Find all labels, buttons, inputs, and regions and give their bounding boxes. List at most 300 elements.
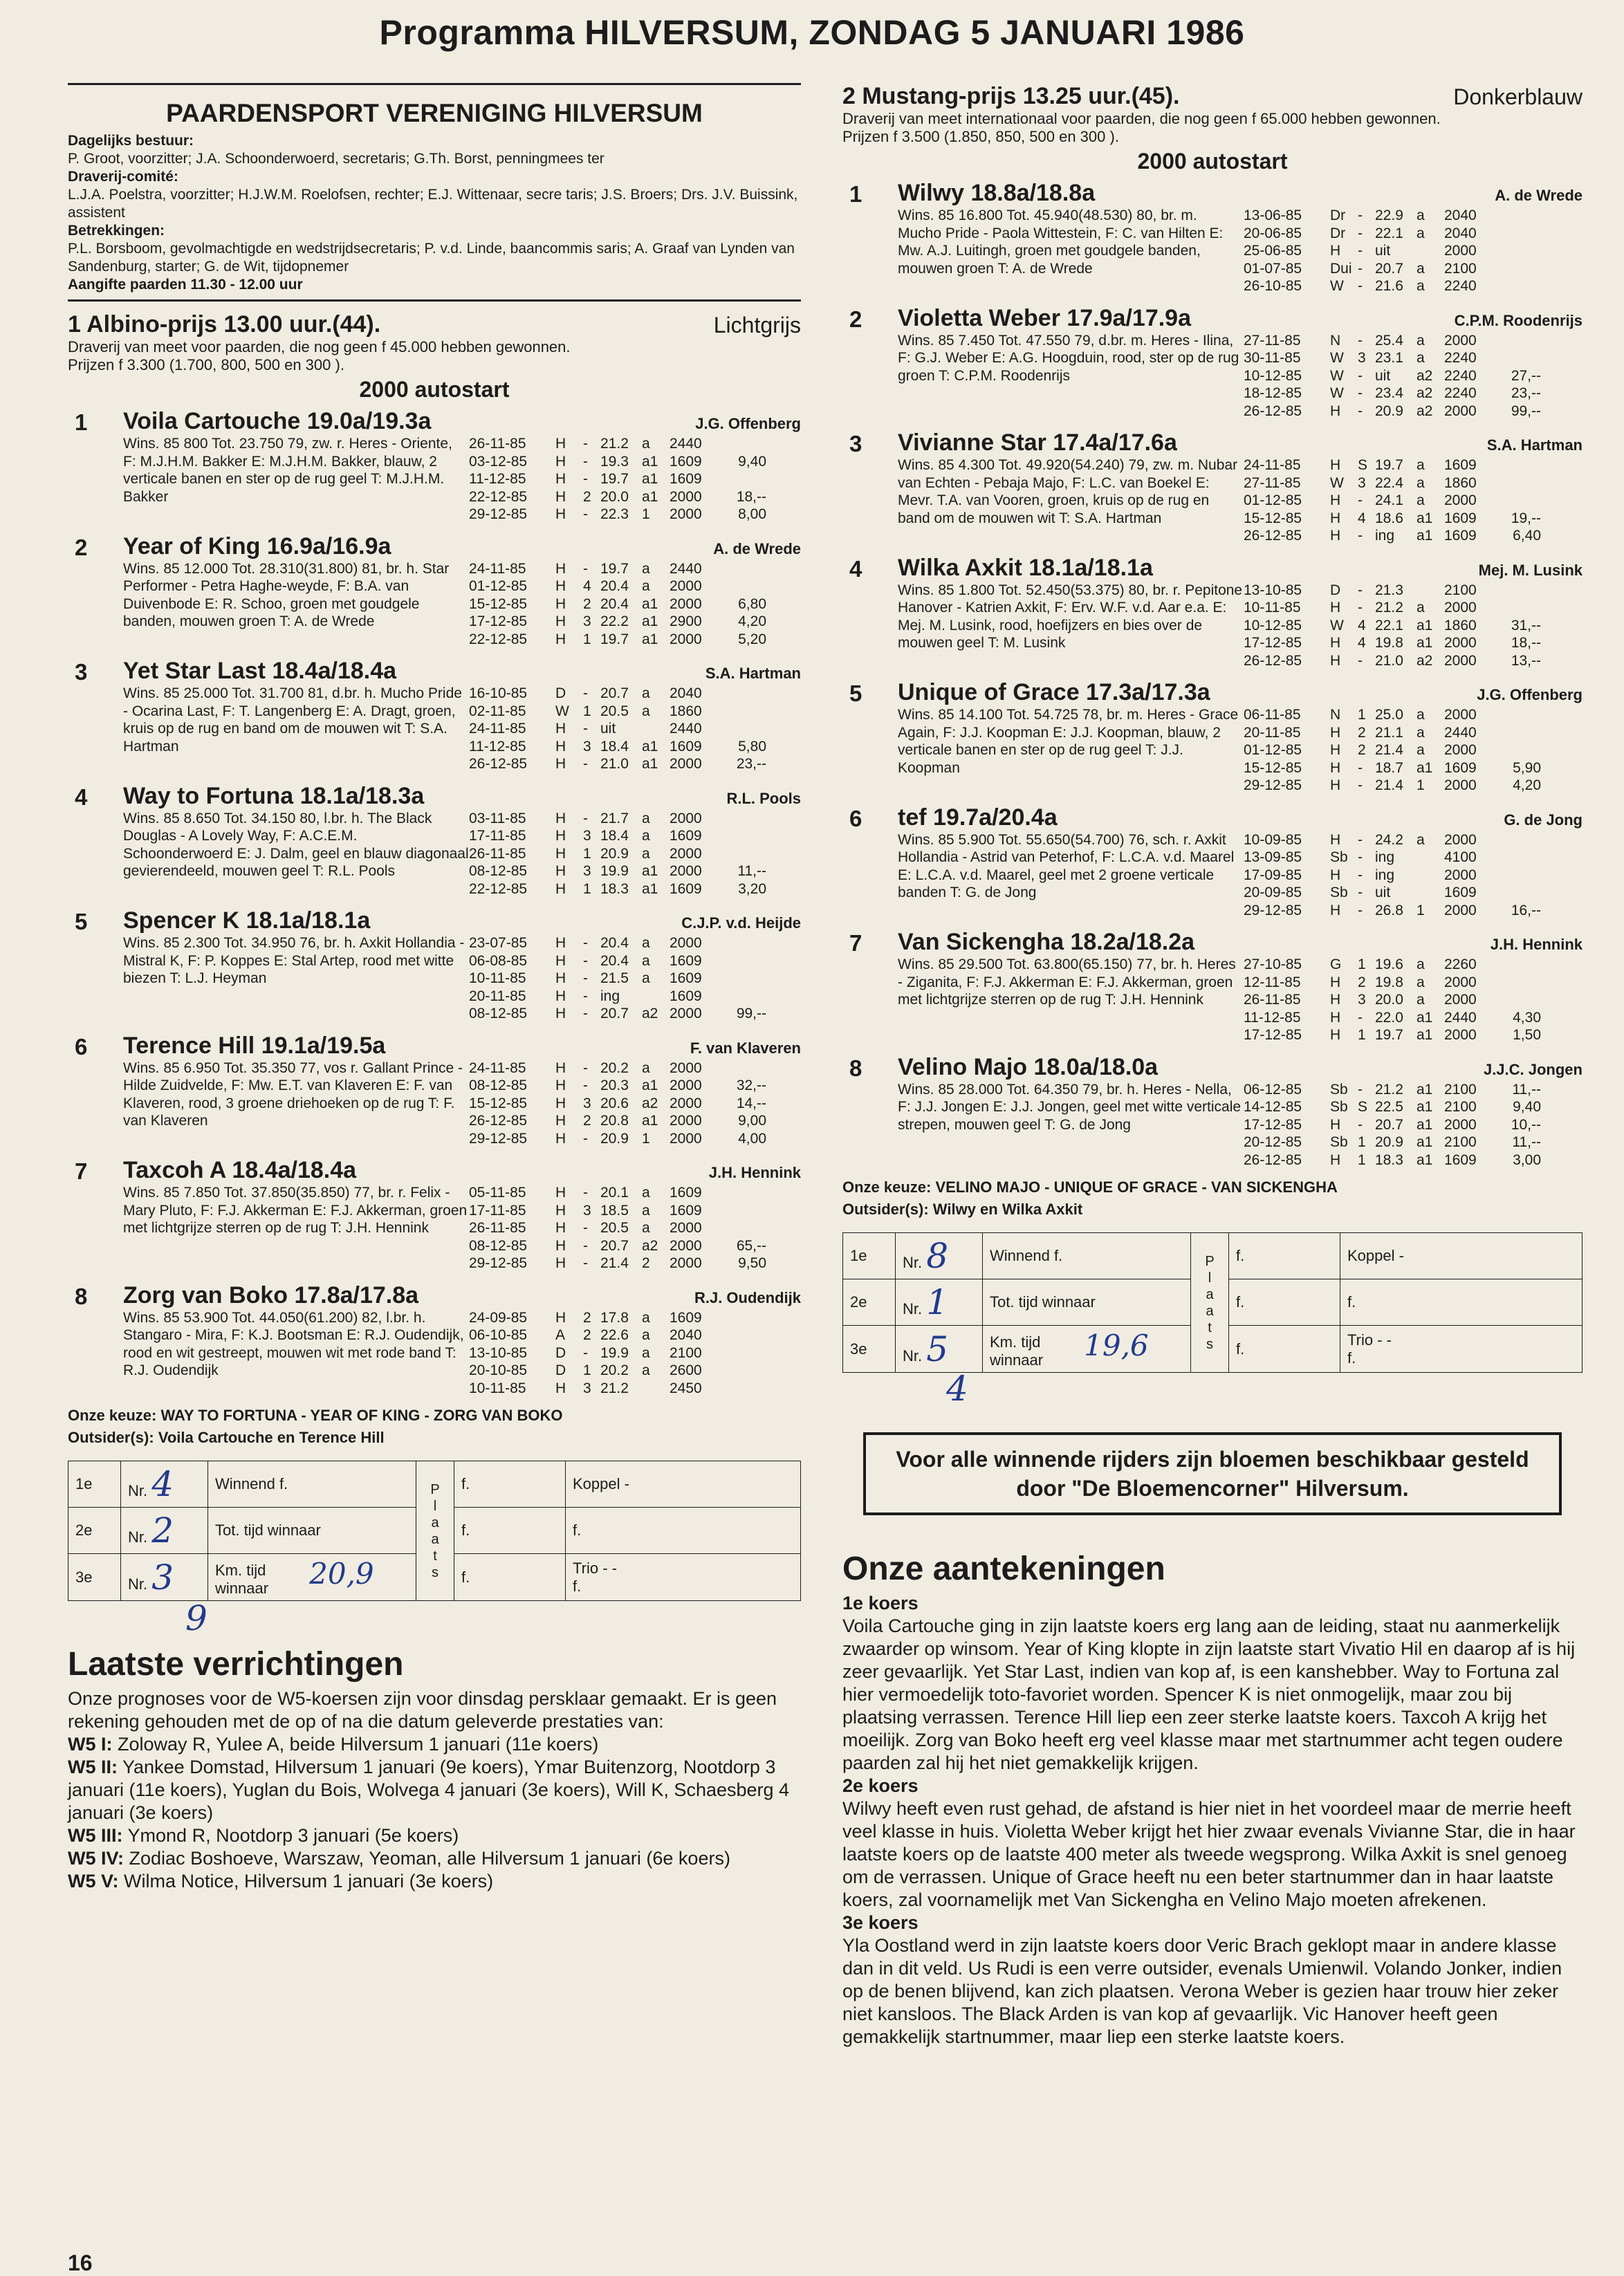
performance-row <box>469 1112 801 1130</box>
performance-cell: 29-12-85 <box>469 506 528 522</box>
trio-f: f. <box>573 1577 582 1595</box>
performance-row <box>469 453 801 471</box>
performance-cell: 3 <box>583 1380 591 1396</box>
performance-cell: 32,-- <box>736 1077 766 1093</box>
performance-cell: a <box>1417 600 1425 616</box>
performance-cell: 18-12-85 <box>1244 385 1302 401</box>
performance-cell: - <box>583 560 588 577</box>
performance-list <box>469 560 801 649</box>
performance-cell: H <box>1330 992 1341 1008</box>
performance-cell: a <box>642 578 650 594</box>
performance-cell: a2 <box>642 1237 658 1254</box>
latest-item-label: W5 I: <box>68 1734 113 1755</box>
performance-cell: 4 <box>583 578 591 594</box>
horse-header <box>898 804 1583 831</box>
performance-cell: D <box>555 1344 566 1361</box>
performance-cell: - <box>1358 849 1363 865</box>
performance-list <box>1244 456 1583 545</box>
performance-cell: - <box>1358 492 1363 508</box>
performance-cell: 18.3 <box>1375 1151 1403 1168</box>
performance-cell: 2000 <box>1444 831 1477 848</box>
performance-cell <box>1417 849 1444 867</box>
performance-cell: 1609 <box>670 828 702 844</box>
performance-cell <box>1491 260 1541 278</box>
performance-cell: 10-12-85 <box>1244 617 1302 633</box>
koppel-cell <box>566 1461 801 1508</box>
performance-row <box>1244 974 1583 992</box>
dash: - <box>602 1559 608 1577</box>
performance-cell: 1609 <box>670 471 702 487</box>
koppel-label: Koppel <box>573 1475 620 1492</box>
performance-cell: 21.1 <box>1375 724 1403 741</box>
result-nr <box>121 1554 208 1601</box>
performance-cell: a <box>642 970 650 986</box>
horse-driver: R.J. Oudendijk <box>694 1288 801 1306</box>
performance-cell: 20.0 <box>600 488 629 505</box>
performance-cell: - <box>1358 385 1363 401</box>
horse-description: Wins. 85 25.000 Tot. 31.700 81, d.br. h. Mucho Pride - Ocarina Last, F: T. Langenberg E: A. Dragt, groen, kruis op de rug en band om de mouwen wit T: S.A. Hartman <box>123 685 462 755</box>
performance-cell: 27-10-85 <box>1244 956 1302 972</box>
right-column <box>842 83 1583 2048</box>
performance-cell: a <box>642 1220 650 1236</box>
performance-cell: a1 <box>1417 1027 1433 1043</box>
result-label-time <box>983 1326 1191 1373</box>
horse-details <box>898 679 1583 795</box>
performance-cell: - <box>583 506 588 522</box>
latest-item-text: Wilma Notice, Hilversum 1 januari (3e koers) <box>124 1871 494 1892</box>
performance-cell: a1 <box>642 880 658 897</box>
result-place: 3e <box>68 1554 121 1601</box>
time-label: Km. tijd winnaar <box>990 1333 1044 1369</box>
performance-cell: N <box>1330 332 1341 349</box>
performance-cell <box>1491 207 1541 225</box>
performance-row <box>1244 599 1583 617</box>
performance-cell <box>717 952 766 970</box>
performance-row <box>469 613 801 631</box>
performance-cell <box>642 988 670 1006</box>
performance-row <box>469 685 801 703</box>
performance-cell: 1 <box>583 845 591 862</box>
horse-body <box>898 207 1583 295</box>
performance-cell: a <box>1417 956 1425 972</box>
horse-description: Wins. 85 53.900 Tot. 44.050(61.200) 82, l.br. h. Stangaro - Mira, F: K.J. Bootsman E: R.J. Oudendijk, rood en wit gestreept, mouwen wit met rode band T: R.J. Oudendijk <box>123 1309 464 1378</box>
performance-cell: 14,-- <box>736 1095 766 1111</box>
performance-row <box>1244 403 1583 420</box>
performance-cell: 1 <box>642 1130 650 1147</box>
performance-cell <box>717 1219 766 1237</box>
horse-driver: G. de Jong <box>1504 811 1583 829</box>
performance-cell: a <box>642 952 650 969</box>
performance-cell: 11,-- <box>1512 1134 1541 1150</box>
performance-cell: 2240 <box>1444 385 1477 401</box>
performance-cell: 2000 <box>1444 992 1477 1008</box>
race1-result-table <box>68 1461 801 1601</box>
performance-cell: 25.0 <box>1375 707 1403 723</box>
performance-cell: - <box>1358 225 1363 241</box>
performance-cell: 3 <box>583 863 591 879</box>
performance-row <box>469 506 801 524</box>
performance-cell: - <box>1358 600 1363 616</box>
performance-cell: 2000 <box>670 1095 702 1111</box>
performance-row <box>1244 1026 1583 1044</box>
performance-cell: 24.2 <box>1375 831 1403 848</box>
performance-cell <box>1417 884 1444 902</box>
performance-cell: 23,-- <box>736 756 766 772</box>
performance-cell <box>717 577 766 595</box>
performance-cell: 9,50 <box>738 1255 766 1271</box>
performance-cell: 23.4 <box>1375 385 1403 401</box>
performance-cell: Dui <box>1330 260 1352 277</box>
performance-cell: 1 <box>583 631 591 647</box>
performance-list <box>1244 831 1583 920</box>
performance-cell: W <box>1330 385 1344 401</box>
performance-cell: 2100 <box>670 1344 702 1361</box>
performance-cell: 2 <box>642 1255 650 1271</box>
performance-cell: a1 <box>642 488 658 505</box>
horse-header <box>898 555 1583 582</box>
performance-cell: H <box>555 488 566 505</box>
performance-cell: 26-11-85 <box>1244 992 1301 1008</box>
performance-cell: 19.7 <box>1375 457 1403 473</box>
performance-row <box>469 845 801 863</box>
horse-description: Wins. 85 4.300 Tot. 49.920(54.240) 79, zw. m. Nubar van Echten - Pebaja Majo, F: L.C. van Boekel E: Mevr. T.A. van Vooren, groen, kruis op de rug en band om de mouwen wit T: S.A. Hartman <box>898 457 1238 526</box>
result-place: 2e <box>68 1508 121 1554</box>
performance-cell: 20.7 <box>600 685 629 701</box>
performance-cell: 2000 <box>1444 652 1477 669</box>
performance-cell: a2 <box>642 1006 658 1021</box>
race1-start: 2000 autostart <box>359 377 510 402</box>
result-nr <box>121 1508 208 1554</box>
performance-cell: 1 <box>1358 956 1366 972</box>
performance-cell: 1609 <box>670 1185 702 1201</box>
trio-cell <box>566 1554 801 1601</box>
performance-cell: a <box>642 1309 650 1326</box>
performance-cell: 21.4 <box>1375 777 1403 793</box>
result-f: f. <box>454 1554 566 1601</box>
performance-row <box>469 631 801 649</box>
performance-cell: 2100 <box>1444 1081 1477 1098</box>
horse-number: 5 <box>849 681 862 706</box>
performance-cell: 17-12-85 <box>469 613 528 629</box>
performance-cell: 20-11-85 <box>1244 724 1301 741</box>
performance-cell: H <box>555 436 566 452</box>
horse-entry <box>68 1157 801 1273</box>
performance-cell: - <box>1358 403 1363 419</box>
handwritten-number: 1 <box>926 1282 949 1322</box>
performance-row <box>1244 1116 1583 1134</box>
performance-cell: 20-11-85 <box>469 988 526 1004</box>
performance-cell: 3 <box>583 738 591 755</box>
performance-cell: 22.5 <box>1375 1099 1403 1115</box>
result-f: f. <box>1229 1326 1340 1373</box>
performance-cell: a <box>1417 474 1425 491</box>
performance-cell: 2000 <box>670 845 702 862</box>
horse-entry <box>68 1033 801 1148</box>
performance-cell: 05-11-85 <box>469 1185 526 1201</box>
performance-cell: ing <box>1375 867 1395 883</box>
horse-description: Wins. 85 2.300 Tot. 34.950 76, br. h. Axkit Hollandia - Mistral K, F: P. Koppes E: Stal Artep, rood met witte biezen T: L.J. Heyman <box>123 935 465 986</box>
performance-cell: - <box>583 453 588 470</box>
horse-number: 4 <box>849 555 862 582</box>
performance-cell: - <box>583 1255 588 1271</box>
performance-cell: 2000 <box>670 1006 702 1021</box>
performance-cell: 2000 <box>670 1130 702 1147</box>
performance-cell: - <box>1358 831 1363 848</box>
latest-item <box>68 1870 801 1893</box>
performance-cell <box>1491 991 1541 1009</box>
performance-cell: Sb <box>1330 1099 1348 1115</box>
performance-row <box>1244 634 1583 652</box>
handwritten-time: 19,6 <box>1084 1329 1149 1362</box>
performance-cell: a <box>1417 831 1425 848</box>
performance-cell: H <box>1330 867 1341 883</box>
performance-cell <box>717 845 766 863</box>
performance-cell: 20.9 <box>600 845 629 862</box>
performance-cell: 20-06-85 <box>1244 225 1302 241</box>
performance-cell: H <box>1330 528 1341 544</box>
race2-prizes: Prijzen f 3.500 (1.850, 850, 500 en 300 ). <box>842 128 1119 145</box>
performance-cell <box>717 1344 766 1362</box>
performance-cell: a1 <box>642 738 658 755</box>
performance-cell: H <box>1330 1009 1341 1026</box>
performance-cell <box>717 1309 766 1327</box>
assoc-footer: Aangifte paarden 11.30 - 12.00 uur <box>68 277 303 293</box>
horse-body <box>898 332 1583 420</box>
performance-cell: 17-12-85 <box>1244 1116 1302 1133</box>
horse-header <box>123 907 801 934</box>
performance-cell: 15-12-85 <box>1244 759 1302 776</box>
performance-cell <box>717 470 766 488</box>
performance-row <box>469 720 801 738</box>
performance-cell: - <box>1358 332 1363 349</box>
performance-cell: - <box>1358 278 1363 294</box>
performance-cell: 11-12-85 <box>469 471 526 487</box>
horse-number: 2 <box>75 534 88 560</box>
performance-cell <box>717 1326 766 1344</box>
time-label: Km. tijd winnaar <box>215 1562 269 1598</box>
handwritten-extra: 4 <box>946 1369 968 1409</box>
horse-name: Spencer K 18.1a/18.1a <box>123 907 371 934</box>
performance-cell: a <box>642 810 650 826</box>
performance-cell: 2100 <box>1444 582 1477 598</box>
performance-row <box>1244 1081 1583 1099</box>
performance-row <box>469 1005 801 1023</box>
handwritten-number: 5 <box>926 1329 949 1369</box>
performance-cell: 11,-- <box>737 863 766 879</box>
performance-cell: - <box>1358 777 1363 793</box>
performance-cell: 1609 <box>1444 1151 1477 1168</box>
performance-cell: a <box>1417 225 1425 241</box>
performance-cell: 19.9 <box>600 1344 629 1361</box>
performance-cell: 2000 <box>670 810 702 826</box>
horse-name: Terence Hill 19.1a/19.5a <box>123 1032 386 1059</box>
performance-cell: 2000 <box>670 1255 702 1271</box>
performance-row <box>469 435 801 453</box>
performance-cell: 1 <box>1358 707 1366 723</box>
performance-cell: 22.1 <box>1375 225 1403 241</box>
performance-cell: 2100 <box>1444 1134 1477 1150</box>
performance-cell: 21.6 <box>1375 278 1403 294</box>
performance-cell: a1 <box>1417 759 1433 776</box>
performance-cell <box>717 720 766 738</box>
race2-choice: Onze keuze: VELINO MAJO - UNIQUE OF GRACE - VAN SICKENGHA <box>842 1178 1338 1196</box>
horse-header <box>898 429 1583 456</box>
performance-cell: 21.4 <box>600 1255 629 1271</box>
performance-row <box>469 755 801 773</box>
performance-cell: 24-11-85 <box>469 1060 526 1076</box>
performance-cell: 5,90 <box>1513 759 1541 776</box>
result-nr <box>121 1461 208 1508</box>
performance-cell: 20.1 <box>600 1185 629 1201</box>
horse-header <box>123 1033 801 1060</box>
performance-cell: H <box>555 970 566 986</box>
performance-row <box>1244 867 1583 885</box>
performance-cell: 1609 <box>670 1309 702 1326</box>
performance-cell: a <box>642 1060 650 1076</box>
performance-cell: 18,-- <box>736 488 766 505</box>
performance-cell: 20.7 <box>600 1006 629 1021</box>
performance-cell: 2440 <box>1444 1009 1477 1026</box>
performance-cell: H <box>555 828 566 844</box>
performance-cell: 21.5 <box>600 970 629 986</box>
performance-cell: 18.4 <box>600 828 629 844</box>
horse-driver: C.J.P. v.d. Heijde <box>681 914 801 932</box>
nr-label: Nr. <box>128 1482 148 1499</box>
performance-cell <box>1491 492 1541 510</box>
koppel-f: f. <box>1340 1279 1583 1326</box>
performance-cell: H <box>555 738 566 755</box>
performance-cell: 19.7 <box>600 631 629 647</box>
koppel-label: Koppel <box>1347 1247 1395 1264</box>
performance-cell: 1,50 <box>1513 1027 1541 1043</box>
performance-row <box>469 827 801 845</box>
assoc-text: L.J.A. Poelstra, voorzitter; H.J.W.M. Roelofsen, rechter; E.J. Wittenaar, secre taris; J.S. Broers; Drs. J.V. Buissink, assistent <box>68 187 798 221</box>
performance-cell: 17.8 <box>600 1309 629 1326</box>
performance-cell: 25-06-85 <box>1244 243 1302 259</box>
performance-row <box>1244 759 1583 777</box>
performance-cell: 02-11-85 <box>469 703 526 719</box>
performance-cell: H <box>555 1202 566 1219</box>
performance-cell: 26-11-85 <box>469 845 526 862</box>
performance-cell: H <box>555 1237 566 1254</box>
performance-cell: a1 <box>1417 1081 1433 1098</box>
performance-cell <box>1491 456 1541 474</box>
horse-header <box>898 305 1583 332</box>
performance-cell: 26-12-85 <box>469 756 528 772</box>
performance-cell: 1609 <box>1444 457 1477 473</box>
assoc-heading: Betrekkingen: <box>68 223 165 239</box>
performance-cell: N <box>1330 707 1341 723</box>
notes-text: Wilwy heeft even rust gehad, de afstand is hier niet in het voordeel maar de merrie heeft veel klasse in huis. Violetta Weber krijgt het hier zwaar evenals Vivianne Star, die in haar laatste koers op de laatste 400 meter als tweede wegsprong. Wilka Axkit is snel genoeg om de verrassen. Unique of Grace heeft nu een beter startnummer dan in haar laatste koers, zal voornamelijk met Van Sickengha en Velino Majo moeten afrekenen. <box>842 1798 1576 1911</box>
performance-cell: 20.7 <box>1375 260 1403 277</box>
performance-row <box>1244 582 1583 600</box>
horse-number: 6 <box>75 1033 88 1060</box>
performance-cell: a1 <box>642 631 658 647</box>
performance-cell: H <box>555 1309 566 1326</box>
horse-header <box>123 408 801 435</box>
performance-cell: 26-12-85 <box>1244 403 1302 419</box>
performance-cell: H <box>555 1095 566 1111</box>
performance-row <box>1244 1098 1583 1116</box>
performance-cell: S <box>1358 457 1368 473</box>
performance-cell: 20.4 <box>600 935 629 951</box>
nr-label: Nr. <box>128 1575 148 1593</box>
performance-cell: H <box>1330 403 1341 419</box>
performance-cell: 08-12-85 <box>469 863 528 879</box>
horse-description: Wins. 85 1.800 Tot. 52.450(53.375) 80, br. r. Pepitone Hanover - Katrien Axkit, F: Erv. W.F. v.d. Aar e.a. E: Mej. M. Lusink, rood, hoefijzers en bies over de mouwen geel T: M. Lusink <box>898 582 1243 651</box>
performance-cell: 19.7 <box>600 560 629 577</box>
performance-row <box>469 703 801 721</box>
performance-cell: 16,-- <box>1511 902 1541 918</box>
performance-cell: a <box>642 845 650 862</box>
performance-list <box>469 435 801 524</box>
performance-cell: 22.6 <box>600 1327 629 1343</box>
performance-row <box>1244 242 1583 260</box>
performance-cell: H <box>1330 510 1341 526</box>
performance-cell: H <box>555 560 566 577</box>
performance-cell: 2000 <box>670 1060 702 1076</box>
performance-row <box>1244 332 1583 350</box>
horse-driver: S.A. Hartman <box>1486 436 1583 454</box>
performance-cell: a2 <box>1417 652 1433 669</box>
performance-cell: a <box>642 1362 650 1378</box>
horse-name: Way to Fortuna 18.1a/18.3a <box>123 782 425 809</box>
horse-header <box>898 1054 1583 1081</box>
horse-driver: J.H. Hennink <box>1490 936 1583 953</box>
performance-cell: 2040 <box>1444 207 1477 223</box>
performance-cell: 18.6 <box>1375 510 1403 526</box>
performance-cell: a1 <box>642 471 658 487</box>
performance-cell: 19.8 <box>1375 635 1403 651</box>
performance-cell: 2 <box>1358 724 1366 741</box>
performance-cell: 10-11-85 <box>469 1380 526 1396</box>
performance-cell: 4,20 <box>738 613 766 629</box>
performance-cell: H <box>555 810 566 826</box>
performance-cell: 2240 <box>1444 278 1477 294</box>
race2-horse-list <box>842 180 1583 1169</box>
result-nr <box>896 1326 983 1373</box>
latest-list <box>68 1733 801 1893</box>
horse-entry <box>842 555 1583 670</box>
performance-cell <box>1491 974 1541 992</box>
horse-driver: F. van Klaveren <box>690 1039 801 1057</box>
performance-cell <box>1491 349 1541 367</box>
nr-label: Nr. <box>903 1254 923 1271</box>
performance-cell <box>717 1202 766 1220</box>
performance-cell: H <box>555 1130 566 1147</box>
performance-cell: 21.2 <box>1375 600 1403 616</box>
koppel-f: f. <box>566 1508 801 1554</box>
performance-cell: - <box>1358 243 1363 259</box>
performance-cell: a1 <box>1417 1134 1433 1150</box>
performance-row <box>469 1380 801 1398</box>
performance-cell: - <box>1358 528 1363 544</box>
performance-cell: S <box>1358 1099 1368 1115</box>
performance-cell: 2000 <box>670 1077 702 1093</box>
horse-entry <box>68 658 801 773</box>
nr-label: Nr. <box>128 1528 148 1546</box>
latest-item-text: Yankee Domstad, Hilversum 1 januari (9e koers), Ymar Buitenzorg, Nootdorp 3 januari (11e koers), Yuglan du Bois, Wolvega 4 januari (3e koers), Will K, Schaesberg 4 januari (3e koers) <box>68 1757 790 1824</box>
horse-body <box>123 1184 801 1273</box>
performance-cell <box>717 970 766 988</box>
performance-row <box>469 577 801 595</box>
performance-cell: 6,40 <box>1513 528 1541 544</box>
performance-cell: - <box>1358 1009 1363 1026</box>
performance-cell: - <box>583 721 588 737</box>
performance-row <box>469 880 801 898</box>
performance-cell: ing <box>1375 849 1395 865</box>
performance-cell: H <box>555 1380 566 1396</box>
